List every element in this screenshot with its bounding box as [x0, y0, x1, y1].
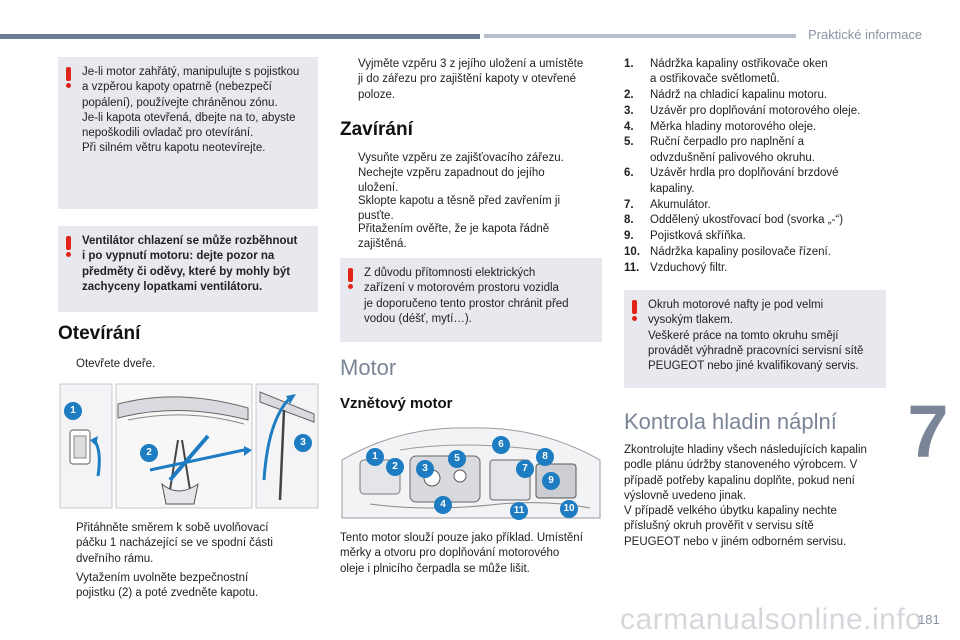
warning-box-fan: [58, 226, 318, 312]
warning-line: a vzpěrou kapoty opatrně (nebezpečí: [82, 81, 272, 94]
para-line: PEUGEOT nebo v jiném odborném servisu.: [624, 535, 847, 548]
item-line: Nádržka kapaliny posilovače řízení.: [650, 245, 831, 258]
engine-bay-illustration: [340, 420, 602, 520]
para-line: oleje i plnicího čerpadla se může lišit.: [340, 562, 530, 575]
warning-line: Z důvodu přítomnosti elektrických: [364, 267, 536, 279]
item-number: 7.: [624, 198, 634, 211]
hood-opening-illustration: [58, 380, 320, 512]
bullet-release-catch: [58, 571, 318, 602]
component-list: [624, 57, 894, 276]
item-number: 11.: [624, 261, 640, 274]
bullet-line: Vytažením uvolněte bezpečnostní: [76, 572, 249, 584]
item-number: 3.: [624, 104, 634, 117]
item-line: a ostřikovače světlometů.: [650, 73, 780, 86]
item-number: 4.: [624, 120, 634, 133]
warning-box-hot-engine: [58, 57, 318, 209]
item-line: Nádržka kapaliny ostřikovače oken: [650, 58, 828, 70]
hood-opening-drawing: [58, 380, 320, 512]
warning-line: nepoškodili ovladač pro otevírání.: [82, 127, 254, 140]
bullet-line: uložení.: [358, 182, 399, 195]
list-item: [624, 88, 894, 103]
callout-badge-10: 10: [560, 500, 578, 518]
section-title-motor: Motor: [340, 355, 397, 380]
callout-badge-1: 1: [64, 402, 82, 420]
bullet-close-4: [340, 222, 602, 253]
bullet-line: Nechejte vzpěru zapadnout do jejího: [358, 167, 545, 179]
bullet-line: poloze.: [358, 88, 396, 101]
callout-badge-9: 9: [542, 472, 560, 490]
warning-line: Je-li motor zahřátý, manipulujte s pojistkou: [82, 66, 300, 78]
bullet-close-3: [340, 194, 602, 225]
warning-line: Okruh motorové nafty je pod velmi: [648, 299, 824, 311]
item-line: Uzávěr pro doplňování motorového oleje.: [650, 104, 861, 117]
warning-line: i po vypnutí motoru: dejte pozor na: [82, 250, 275, 263]
warning-line: PEUGEOT nebo jiné kvalifikovaný servis.: [648, 360, 859, 373]
page-number: 181: [918, 612, 940, 627]
item-line: Nádrž na chladicí kapalinu motoru.: [650, 89, 828, 102]
callout-badge-7: 7: [516, 460, 534, 478]
list-item: [624, 166, 894, 197]
callout-badge-2: 2: [386, 458, 404, 476]
callout-badge-8: 8: [536, 448, 554, 466]
warning-icon: [66, 236, 71, 256]
header-bar: [0, 34, 480, 39]
list-item: [624, 57, 894, 88]
item-number: 8.: [624, 214, 634, 227]
warning-icon: [348, 268, 353, 288]
item-number: 10.: [624, 245, 640, 258]
list-item: [624, 104, 894, 119]
chapter-number: 7: [907, 390, 949, 473]
bullet-line: Vyjměte vzpěru 3 z jejího uložení a umístěte: [358, 58, 584, 70]
bullet-line: zajištěná.: [358, 238, 407, 251]
item-line: Pojistková skříňka.: [650, 230, 746, 243]
callout-badge-3: 3: [416, 460, 434, 478]
item-line: Vzduchový filtr.: [650, 261, 728, 274]
bullet-line: páčku 1 nacházející se ve spodní části: [76, 537, 273, 550]
list-item: [624, 261, 894, 276]
bullet-line: ji do zářezu pro zajištění kapoty v otevřené: [358, 73, 576, 86]
para-line: V případě velkého úbytku kapaliny nechte: [624, 505, 837, 518]
item-line: Uzávěr hrdla pro doplňování brzdové: [650, 167, 839, 180]
list-item: [624, 229, 894, 244]
engine-note: [340, 531, 604, 577]
bullet-pull-lever: [58, 521, 318, 567]
item-number: 2.: [624, 89, 634, 102]
warning-line: je doporučeno tento prostor chránit před: [364, 297, 569, 310]
para-line: Tento motor slouží pouze jako příklad. Umístění: [340, 532, 583, 544]
bullet-close-2: [340, 166, 602, 197]
list-item: [624, 120, 894, 135]
list-item: [624, 135, 894, 166]
section-title-fluid-check: Kontrola hladin náplní: [624, 409, 837, 434]
warning-icon: [632, 300, 637, 320]
warning-line: Ventilátor chlazení se může rozběhnout: [82, 235, 298, 247]
item-line: Ruční čerpadlo pro naplnění a: [650, 136, 805, 149]
callout-badge-6: 6: [492, 436, 510, 454]
callout-badge-11: 11: [510, 502, 528, 520]
callout-badge-2: 2: [140, 444, 158, 462]
fluid-check-paragraph: [624, 443, 888, 550]
para-line: případě potřeby kapalinu doplňte, pokud není: [624, 474, 855, 487]
item-line: Měrka hladiny motorového oleje.: [650, 120, 817, 133]
bullet-open-doors: [58, 357, 318, 372]
section-title-opening: Otevírání: [58, 323, 141, 344]
header-title: Praktické informace: [808, 27, 923, 42]
para-line: podle plánu údržby stanoveného výrobcem. V: [624, 459, 858, 472]
warning-line: Při silném větru kapotu neotevírejte.: [82, 142, 266, 155]
list-item: [624, 198, 894, 213]
warning-line: popálení), používejte chráněnou zónu.: [82, 96, 278, 109]
warning-line: předměty či oděvy, které by mohly být: [82, 265, 291, 278]
item-number: 6.: [624, 167, 634, 180]
watermark: carmanualsonline.info: [620, 603, 923, 636]
list-item: [624, 245, 894, 260]
item-number: 5.: [624, 136, 634, 149]
subsection-title-diesel: Vznětový motor: [340, 395, 453, 412]
item-line: Akumulátor.: [650, 198, 711, 211]
list-item: [624, 213, 894, 228]
warning-line: Veškeré práce na tomto okruhu smějí: [648, 329, 839, 342]
bullet-line: Přitažením ověřte, že je kapota řádně: [358, 223, 550, 235]
warning-line: Je-li kapota otevřená, dbejte na to, abyste: [82, 111, 296, 124]
header-bar-light: [484, 34, 796, 38]
warning-icon: [66, 67, 71, 87]
warning-line: vysokým tlakem.: [648, 314, 733, 327]
item-number: 1.: [624, 58, 634, 70]
callout-badge-1: 1: [366, 448, 384, 466]
bullet-text: Otevřete dveře.: [76, 358, 156, 370]
section-title-closing: Zavírání: [340, 119, 413, 140]
bullet-line: Vysuňte vzpěru ze zajišťovacího zářezu.: [358, 152, 564, 164]
para-line: výslovně uvedeno jinak.: [624, 489, 747, 502]
bullet-remove-strut: [340, 57, 602, 103]
item-line: odvzdušnění palivového okruhu.: [650, 151, 815, 164]
item-line: kapaliny.: [650, 182, 695, 195]
bullet-line: dveřního rámu.: [76, 552, 154, 565]
bullet-line: Přitáhněte směrem k sobě uvolňovací: [76, 522, 269, 534]
callout-badge-3: 3: [294, 434, 312, 452]
warning-line: zařízení v motorovém prostoru vozidla: [364, 282, 559, 295]
warning-box-diesel: [624, 290, 886, 388]
bullet-close-1: [340, 151, 602, 166]
warning-box-water: [340, 258, 602, 342]
item-number: 9.: [624, 230, 634, 243]
para-line: měrky a otvoru pro doplňování motorového: [340, 547, 560, 560]
warning-line: provádět výhradně pracovníci servisní sítě: [648, 344, 864, 357]
para-line: Zkontrolujte hladiny všech následujících kapalin: [624, 444, 867, 456]
warning-line: zachyceny lopatkami ventilátoru.: [82, 280, 263, 293]
warning-line: vodou (déšť, mytí…).: [364, 312, 472, 325]
bullet-line: Sklopte kapotu a těsně před zavřením ji: [358, 195, 561, 207]
bullet-line: pojistku (2) a poté zvedněte kapotu.: [76, 587, 259, 600]
callout-badge-4: 4: [434, 496, 452, 514]
bullet-line: pusťte.: [358, 210, 394, 223]
item-line: Oddělený ukostřovací bod (svorka „-“): [650, 214, 844, 227]
callout-badge-5: 5: [448, 450, 466, 468]
para-line: příslušný okruh prověřit v servisu sítě: [624, 520, 814, 533]
